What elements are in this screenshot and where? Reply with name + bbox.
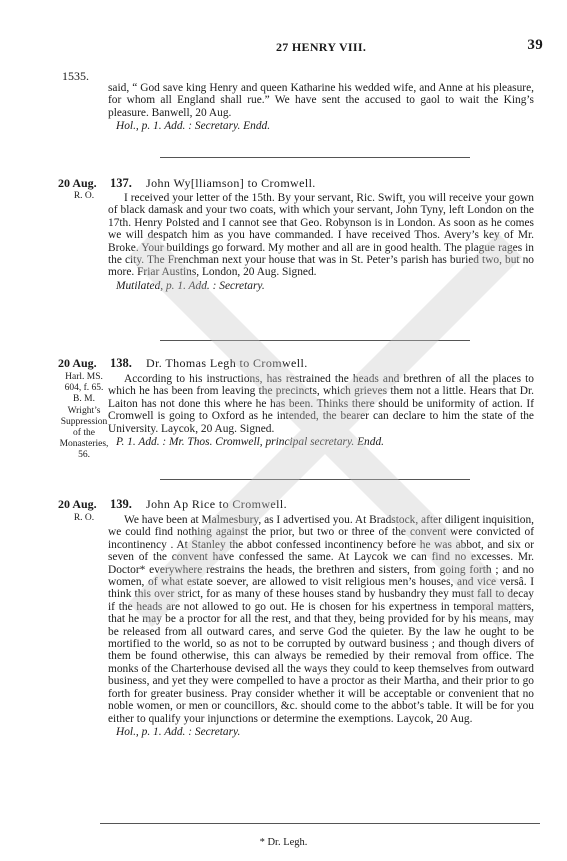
entry-note: Hol., p. 1. Add. : Secretary.	[116, 725, 241, 738]
reference-line: Suppression	[60, 416, 108, 427]
entry-date: 20 Aug.	[58, 356, 97, 370]
page-number: 39	[527, 37, 543, 53]
reference-line: R. O.	[73, 191, 95, 201]
entry-body: I received your letter of the 15th. By your servant, Ric. Swift, you will receive your gown of black damask and your two coats, with which your servant, John Tyny, left London on the 17th. Henry Polsted and I cannot see that Geo. Robynson is in London. As soon as he comes we will despatch him as you have commanded. I have received Thos. Avery’s key of Mr. Broke. Your buildings go forward. My mother and all are in good health. The plague rages in the city. The Frenchman next your house that was in St. Peter’s parish has buried two, but no more. Friar Austins, London, 20 Aug. Signed.	[108, 192, 534, 279]
entry-heading-138	[0, 356, 567, 372]
entry-body: According to his instructions, has restrained the heads and brethren of all the places to which he has been from leaving the precincts, which grieves them not a little. Hears that Dr. Laiton has not done this where he has been. Thinks there should be uniformity of action. If Cromwell is going to Oxford as he intended, the bearer can declare to him the state of the University. Laycok, 20 Aug. Signed.	[108, 373, 534, 435]
reference-line: Wright’s	[67, 405, 101, 416]
continued-paragraph: said, “ God save king Henry and queen Katharine his wedded wife, and Anne at his pleasure, for whom all England shall rue.” We have sent the accused to gaol to wait the King’s pleasure. Banwell, 20 Aug.	[108, 82, 534, 119]
entry-number: 139.	[110, 497, 132, 511]
entry-note: Mutilated, p. 1. Add. : Secretary.	[116, 279, 265, 292]
entry-title: John Ap Rice to Cromwell.	[146, 497, 287, 511]
reference-line: Harl. MS.	[65, 372, 103, 382]
reference-line: 604, f. 65.	[64, 383, 104, 394]
entry-heading-137	[0, 176, 567, 192]
footnote: * Dr. Legh.	[259, 837, 308, 848]
reference-line: R. O.	[73, 513, 95, 523]
entry-reference	[58, 191, 110, 202]
entry-date: 20 Aug.	[58, 497, 97, 511]
entry-text-137	[108, 192, 534, 292]
entry-note: P. 1. Add. : Mr. Thos. Cromwell, principal secretary. Endd.	[116, 436, 384, 449]
entry-reference	[58, 372, 110, 462]
entry-text-138	[108, 373, 534, 448]
reference-line: Monasteries,	[59, 439, 109, 450]
margin-year: 1535.	[62, 69, 89, 83]
continued-note: Hol., p. 1. Add. : Secretary. Endd.	[116, 120, 271, 133]
section-divider	[160, 479, 470, 480]
entry-date: 20 Aug.	[58, 176, 97, 190]
running-title: 27 HENRY VIII.	[276, 40, 367, 54]
section-divider	[160, 157, 470, 158]
entry-title: John Wy[lliamson] to Cromwell.	[146, 176, 316, 190]
entry-text-139	[108, 514, 534, 738]
continued-text-block	[108, 82, 534, 133]
reference-line: B. M.	[73, 394, 95, 405]
entry-heading-139	[0, 497, 567, 513]
section-divider	[160, 340, 470, 341]
reference-line: of the	[73, 428, 95, 439]
entry-number: 138.	[110, 356, 132, 370]
running-head	[0, 37, 567, 54]
footnote-rule	[100, 823, 540, 824]
reference-line: 56.	[78, 450, 90, 461]
entry-body: We have been at Malmesbury, as I advertised you. At Bradstock, after diligent inquisition, we could find nothing against the prior, but two or three of the convent were convicted of incontinency . At Stanley the abbot confessed incontinency before he was abbot, and six or seven of the convent have confessed the same. At Laycok we can find no excesses. Mr. Doctor* everywhere restrains the heads, the brethren and sisters, from going forth ; and no women, of what estate soever, are allowed to visit religious men’s houses, and vice versâ. I think this over strict, for as many of these houses stand by husbandry they must fall to decay if the heads are not allowed to go out. He is chosen for his expertness in temporal matters, that he may be a proctor for all the rest, and that they, being provided for by his means, may be released from all outward cares, and serve God the quieter. By the law he ought to be mortified to the world, so as not to be corrupted by outward business ; and though divers of them be found otherwise, this can always be remedied by their removal from office. The monks of the Charterhouse devised all the ways they could to keep themselves from outward business, and yet they were compelled to have a proctor as their Martha, and their prior to go forth for greater business. Pray consider whether it will be acceptable or convenient that no noble women, or men or councillors, &c. should come to the abbot’s table. It will be for you either to qualify your injunctions or determine the exemptions. Laycok, 20 Aug.	[108, 514, 534, 725]
entry-reference	[58, 513, 110, 524]
entry-number: 137.	[110, 176, 132, 190]
entry-title: Dr. Thomas Legh to Cromwell.	[146, 356, 308, 370]
